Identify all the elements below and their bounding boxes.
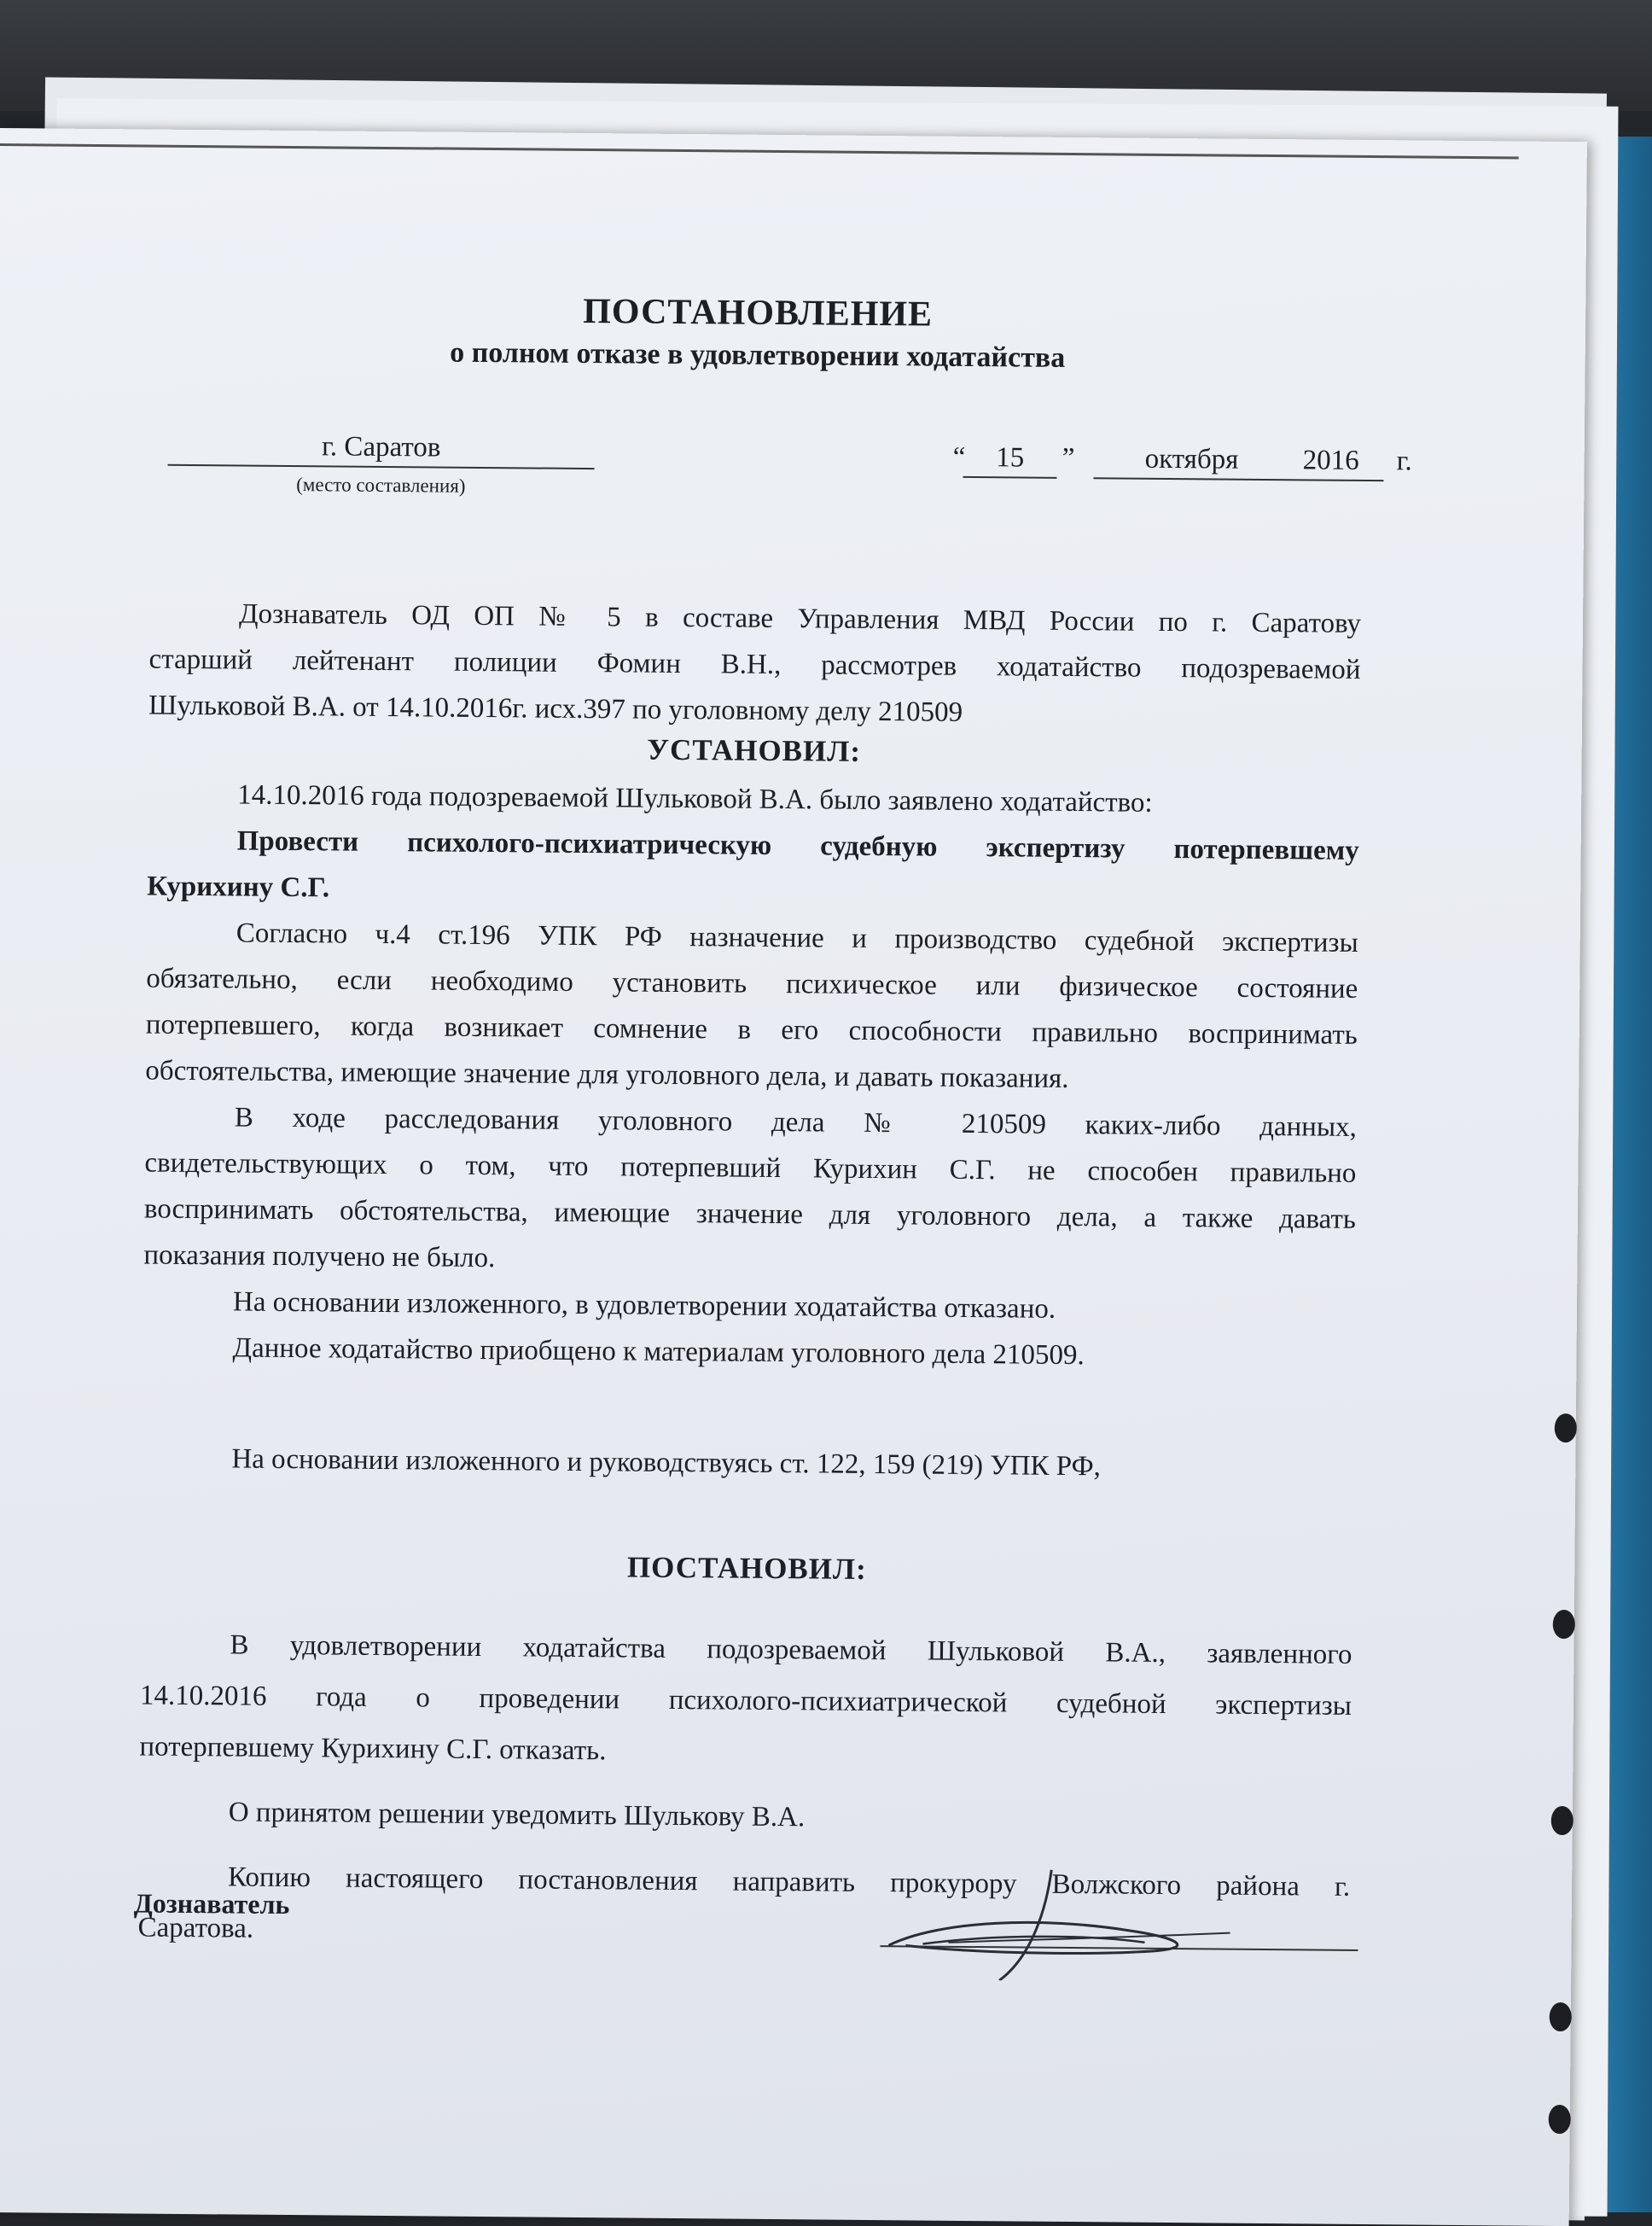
date-close-quote: ” [1062, 442, 1075, 475]
text-line: обязательно, если необходимо установить психическое или физическое состояние [146, 963, 1358, 1005]
text-line: потерпевшего, когда возникает сомнение в его способности правильно воспринимать [145, 1009, 1358, 1051]
text-line: В ходе расследования уголовного дела № 210509 каких-либо данных, [234, 1102, 1357, 1143]
text-line: Курихину С.Г. [147, 871, 330, 904]
document-subtitle: о полном отказе в удовлетворении ходатайства [450, 336, 1066, 374]
date-month-year [1093, 443, 1383, 481]
text-line: Копию настоящего постановления направить прокурору Волжского района г. [227, 1862, 1351, 1903]
handwritten-signature [871, 1860, 1350, 1984]
legal-basis-paragraph [142, 1436, 1353, 1492]
heading-established: УСТАНОВИЛ: [647, 732, 862, 768]
text-line: Согласно ч.4 ст.196 УПК РФ назначение и производство судебной экспертизы [236, 918, 1358, 959]
text-line: 14.10.2016 года подозреваемой Шульковой В.А. было заявлено ходатайство: [237, 779, 1153, 819]
text-line: воспринимать обстоятельства, имеющие значение для уголовного дела, а также давать [143, 1193, 1357, 1235]
established-section [143, 772, 1359, 1381]
date-day: 15 [963, 442, 1056, 479]
document-title: ПОСТАНОВЛЕНИЕ [583, 291, 934, 335]
place-field: г. Саратов [168, 430, 595, 469]
text-line: Шульковой В.А. от 14.10.2016г. исх.397 по уголовному делу 210509 [148, 690, 963, 728]
place-caption: (место составления) [296, 474, 466, 497]
text-line: На основании изложенного и руководствуясь ст. 122, 159 (219) УПК РФ, [231, 1443, 1102, 1483]
date-open-quote: “ [952, 441, 966, 473]
text-line: Дознаватель ОД ОП № 5 в составе Управления МВД России по г. Саратову [238, 598, 1362, 639]
text-line: В удовлетворении ходатайства подозреваемой Шульковой В.А., заявленного [230, 1629, 1352, 1670]
date-month: октября [1144, 443, 1239, 475]
text-line: Данное ходатайство приобщено к материалам уголовного дела 210509. [232, 1332, 1085, 1372]
text-line: старший лейтенант полиции Фомин В.Н., рассмотрев ходатайство подозреваемой [148, 644, 1361, 685]
date-suffix: г. [1396, 446, 1412, 477]
text-line: свидетельствующих о том, что потерпевший Курихин С.Г. не способен правильно [144, 1147, 1357, 1189]
text-line: потерпевшему Курихину С.Г. отказать. [139, 1731, 607, 1767]
text-line: показания получено не было. [143, 1239, 496, 1274]
signer-label: Дознаватель [133, 1887, 290, 1920]
document-content [0, 128, 1587, 2226]
text-line: Саратова. [137, 1912, 254, 1944]
text-line: О принятом решении уведомить Шулькову В.А. [228, 1797, 806, 1833]
heading-resolved: ПОСТАНОВИЛ: [626, 1550, 867, 1586]
document-page [0, 128, 1587, 2226]
text-line: Провести психолого-психиатрическую судебную экспертизу потерпевшему [236, 825, 1359, 866]
text-line: 14.10.2016 года о проведении психолого-психиатрической судебной экспертизы [139, 1680, 1352, 1722]
date-year: 2016 [1302, 445, 1359, 476]
text-line: обстоятельства, имеющие значение для уголовного дела, и давать показания. [145, 1055, 1069, 1094]
text-line: На основании изложенного, в удовлетворении ходатайства отказано. [232, 1286, 1056, 1325]
intro-paragraph [148, 591, 1361, 739]
